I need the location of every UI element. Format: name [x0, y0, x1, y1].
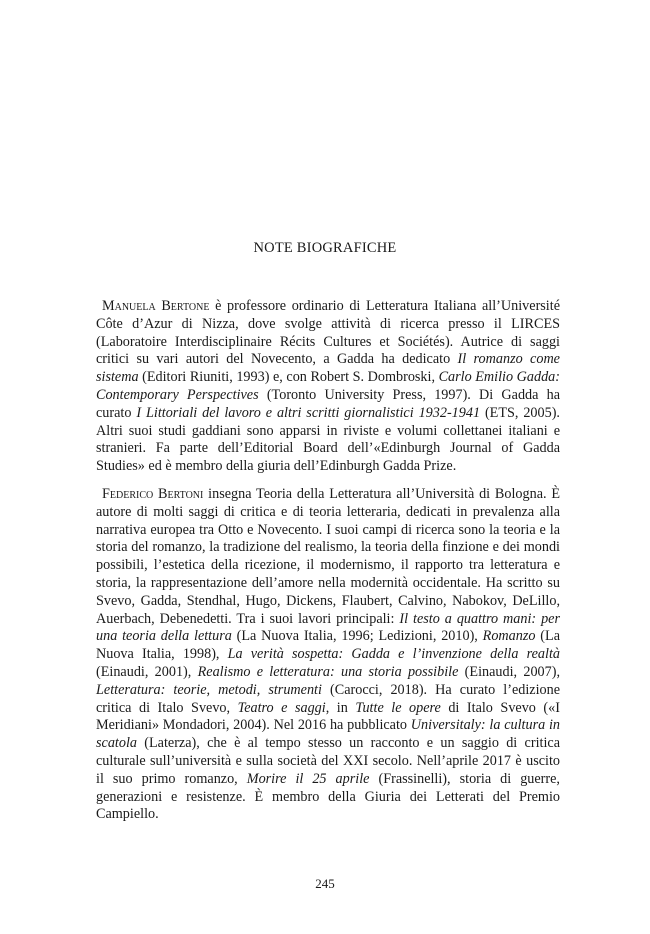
book-title: Universitaly: la cultura in scatola: [96, 717, 560, 752]
bio-text: (Editori Riuniti, 1993) e, con Robert S. Dombroski,: [138, 369, 439, 386]
section-heading: NOTE BIOGRAFICHE: [253, 240, 397, 256]
bio-text: (Carocci, 2018). Ha curato l’edizione critica di Italo Svevo,: [96, 681, 561, 716]
bio-text: di Italo Svevo («I Meridiani» Mondadori, 2004). Nel 2016 ha pubblicato: [96, 699, 560, 734]
book-title: Letteratura: teorie, metodi, strumenti: [96, 681, 322, 698]
author-name: Manuela Bertone: [102, 298, 210, 314]
biography-federico-bertoni: [96, 486, 560, 824]
book-title: Carlo Emilio Gadda: Contemporary Perspectives: [96, 369, 560, 403]
bio-paragraph: [96, 298, 560, 476]
bio-text: è professore ordinario di Letteratura Italiana all’Université Côte d’Azur di Nizza, dove svolge attività di ricerca presso il LIRCES (Laboratoire Interdisciplinaire Récits Cultures et Sociétés). Autrice di saggi critici su vari autori del Novecento, a Gadda ha dedicato: [96, 298, 560, 368]
author-name: Federico Bertoni: [102, 486, 204, 502]
bio-text: (La Nuova Italia, 1996; Ledizioni, 2010),: [231, 628, 483, 645]
book-title: Realismo e letteratura: una storia possibile: [197, 663, 459, 680]
book-title: Romanzo: [482, 628, 536, 645]
book-title: I Littoriali del lavoro e altri scritti giornalistici 1932-1941: [136, 404, 481, 421]
bio-text: (La Nuova Italia, 1998),: [96, 628, 560, 663]
bio-text: , in: [325, 699, 356, 716]
book-title: La verità sospetta: Gadda e l’invenzione della realtà: [227, 646, 560, 663]
bio-text: (Laterza), che è al tempo stesso un racconto e un saggio di critica culturale sull’università e sulla società del XXI secolo. Nell’aprile 2017 è uscito il suo primo romanzo,: [96, 735, 560, 787]
bio-text: (Toronto University Press, 1997). Di Gadda ha curato: [96, 386, 561, 421]
bio-text: insegna Teoria della Letteratura all’Università di Bologna. È autore di molti saggi di critica e di teoria letteraria, dedicati in prevalenza alla narrativa europea tra Otto e Novecento. I suoi campi di ricerca sono la teoria e la storia del romanzo, la tradizione del realismo, la teoria della finzione e dei mondi possibili, l’estetica della ricezione, il modernismo, il rapporto tra letteratura e storia, la rappresentazione dell’amore nella modernità occidentale. Ha scritto su Svevo, Gadda, Stendhal, Hugo, Dickens, Flaubert, Calvino, Nabokov, DeLillo, Auerbach, Debenedetti. Tra i suoi lavori principali:: [96, 486, 561, 627]
bio-paragraph: [96, 486, 560, 824]
book-title: Il testo a quattro mani: per una teoria della lettura: [96, 610, 561, 645]
biography-manuela-bertone: [96, 298, 560, 476]
bio-text: (Frassinelli), storia di guerre, generazioni e resistenze. È membro della Giuria dei Letterati del Premio Campiello.: [96, 770, 560, 823]
book-title: Tutte le opere: [355, 699, 441, 716]
book-title: Morire il 25 aprile: [246, 770, 370, 787]
bio-text: (Einaudi, 2001),: [96, 663, 198, 680]
page-number: 245: [315, 876, 335, 891]
bio-text: (Einaudi, 2007),: [458, 663, 561, 680]
bio-text: (ETS, 2005). Altri suoi studi gaddiani sono apparsi in riviste e volumi collettanei italiani e stranieri. Fa parte dell’Editorial Board dell’«Edinburgh Journal of Gadda Studies» ed è membro della giuria dell’Edinburgh Gadda Prize.: [96, 404, 560, 475]
book-title: Teatro e saggi: [237, 699, 326, 716]
book-title: Il romanzo come sistema: [96, 351, 560, 386]
